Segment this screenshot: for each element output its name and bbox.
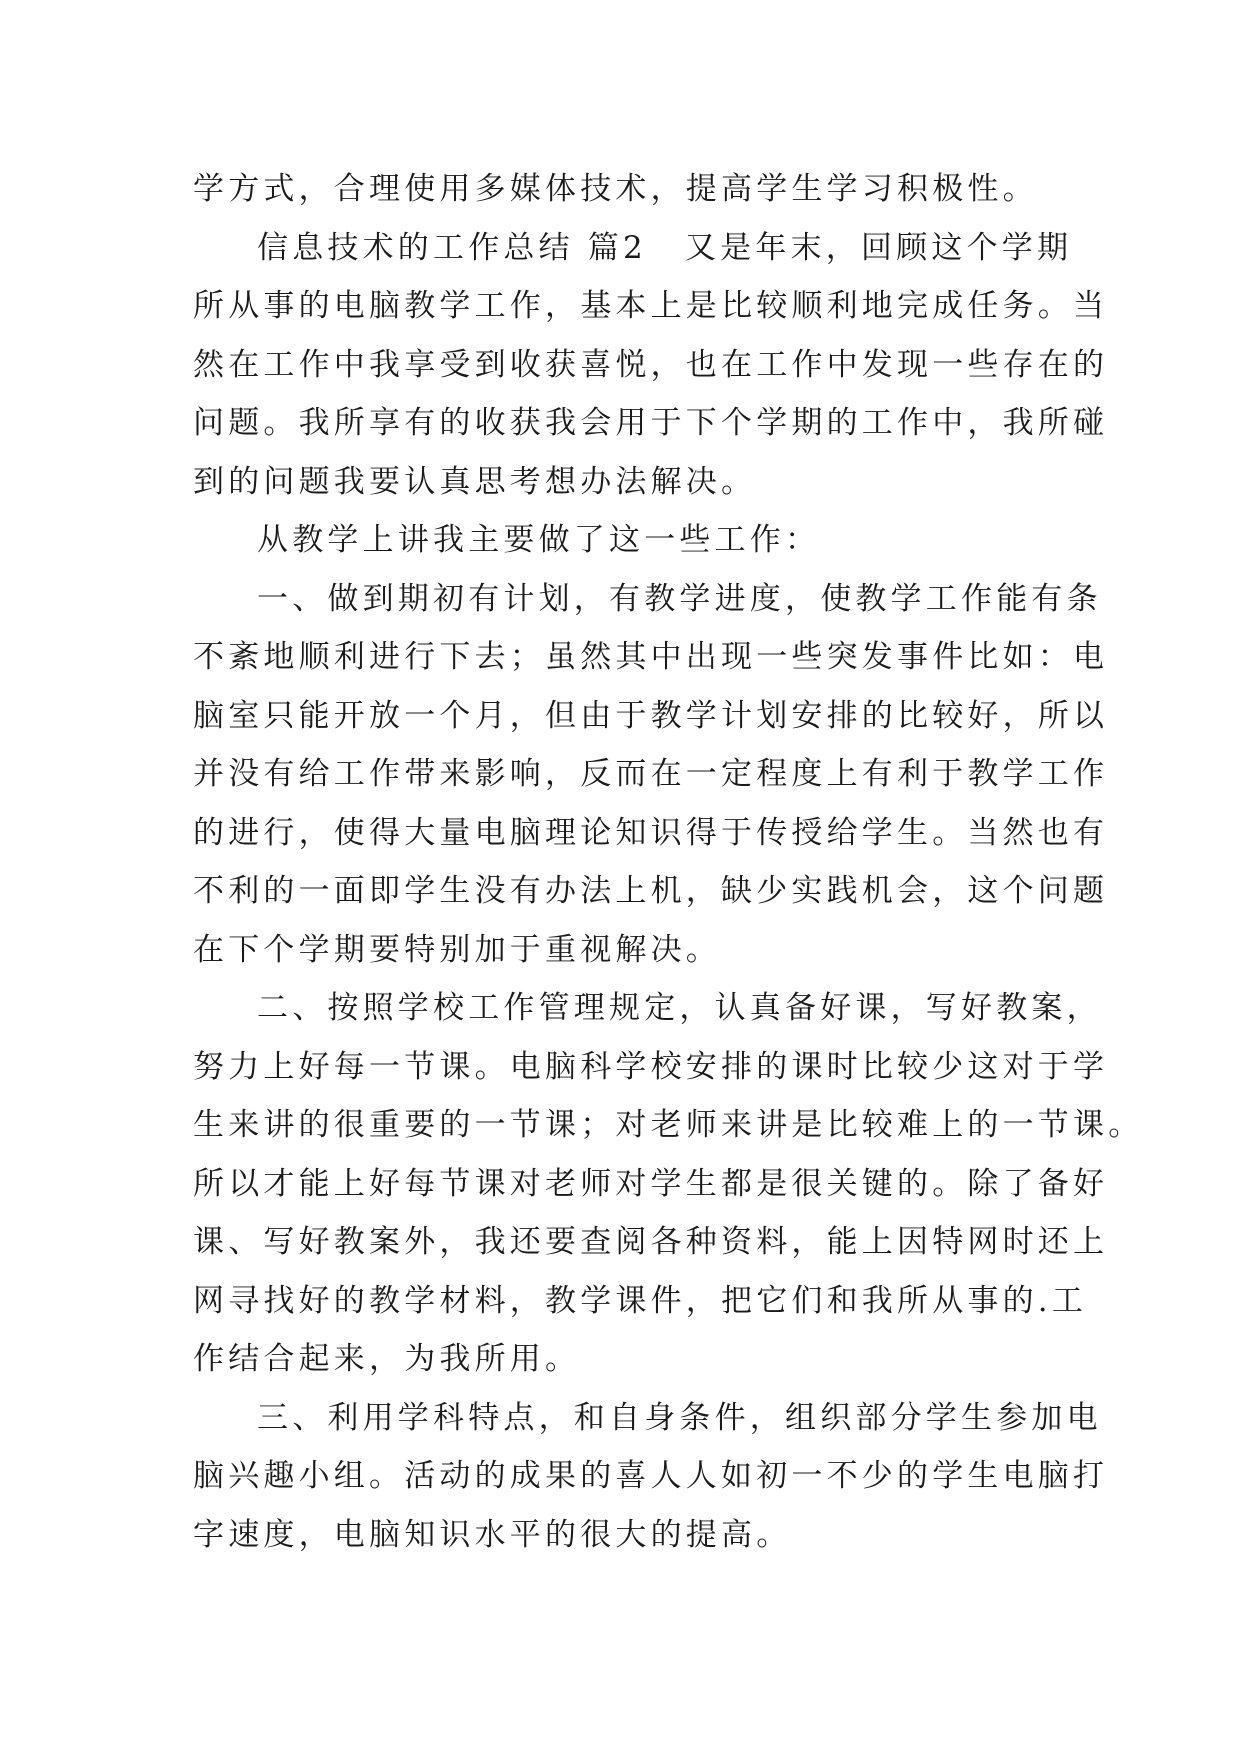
paragraph-intro [193,511,1053,570]
text-line: 在下个学期要特别加于重视解决。 [193,931,721,968]
text-line: 生来讲的很重要的一节课；对老师来讲是比较难上的一节课。 [193,1107,1144,1143]
text-line: 三、利用学科特点，和自身条件，组织部分学生参加电 [257,1399,1102,1436]
text-line-segment: 又是年末，回顾这个学期 [684,229,1073,266]
paragraph-continued [193,160,1053,219]
text-line: 从教学上讲我主要做了这一些工作： [257,522,821,558]
text-line: 脑兴趣小组。活动的成果的喜人人如初一不少的学生电脑打 [193,1458,1109,1494]
text-line: 学方式，合理使用多媒体技术，提高学生学习积极性。 [193,171,1038,207]
text-line: 所以才能上好每节课对老师对学生都是很关键的。除了备好 [193,1165,1109,1202]
paragraph-item-2 [193,979,1144,1389]
text-line: 努力上好每一节课。电脑科学校安排的课时比较少这对于学 [193,1048,1109,1085]
text-line: 不利的一面即学生没有办法上机，缺少实践机会，这个问题 [193,873,1109,909]
paragraph-item-3 [193,1389,1109,1565]
text-line: 课、写好教案外，我还要查阅各种资料，能上因特网时还上 [193,1224,1109,1260]
text-line: 字速度，电脑知识水平的很大的提高。 [193,1516,792,1553]
text-line: 网寻找好的教学材料，教学课件，把它们和我所从事的.工 [193,1282,1088,1319]
text-line: 到的问题我要认真思考想办法解决。 [193,463,757,500]
text-line: 不紊地顺利进行下去；虽然其中出现一些突发事件比如：电 [193,639,1109,675]
text-line: 并没有给工作带来影响，反而在一定程度上有利于教学工作 [193,756,1109,792]
paragraph-section-2 [193,219,1109,512]
document-body [193,160,1144,1564]
text-line: 然在工作中我享受到收获喜悦，也在工作中发现一些存在的 [193,346,1109,383]
text-line [193,219,1073,278]
paragraph-item-1 [193,570,1109,980]
text-line: 一、做到期初有计划，有教学进度，使教学工作能有条 [257,580,1102,617]
text-line: 所从事的电脑教学工作，基本上是比较顺利地完成任务。当 [193,288,1109,324]
text-line: 的进行，使得大量电脑理论知识得于传授给学生。当然也有 [193,814,1109,851]
text-line: 问题。我所享有的收获我会用于下个学期的工作中，我所碰 [193,405,1109,441]
section-heading: 信息技术的工作总结 篇2 [257,229,647,266]
text-line: 二、按照学校工作管理规定，认真备好课，写好教案， [257,990,1102,1026]
text-line: 作结合起来，为我所用。 [193,1341,581,1377]
text-line: 脑室只能开放一个月，但由于教学计划安排的比较好，所以 [193,697,1109,734]
